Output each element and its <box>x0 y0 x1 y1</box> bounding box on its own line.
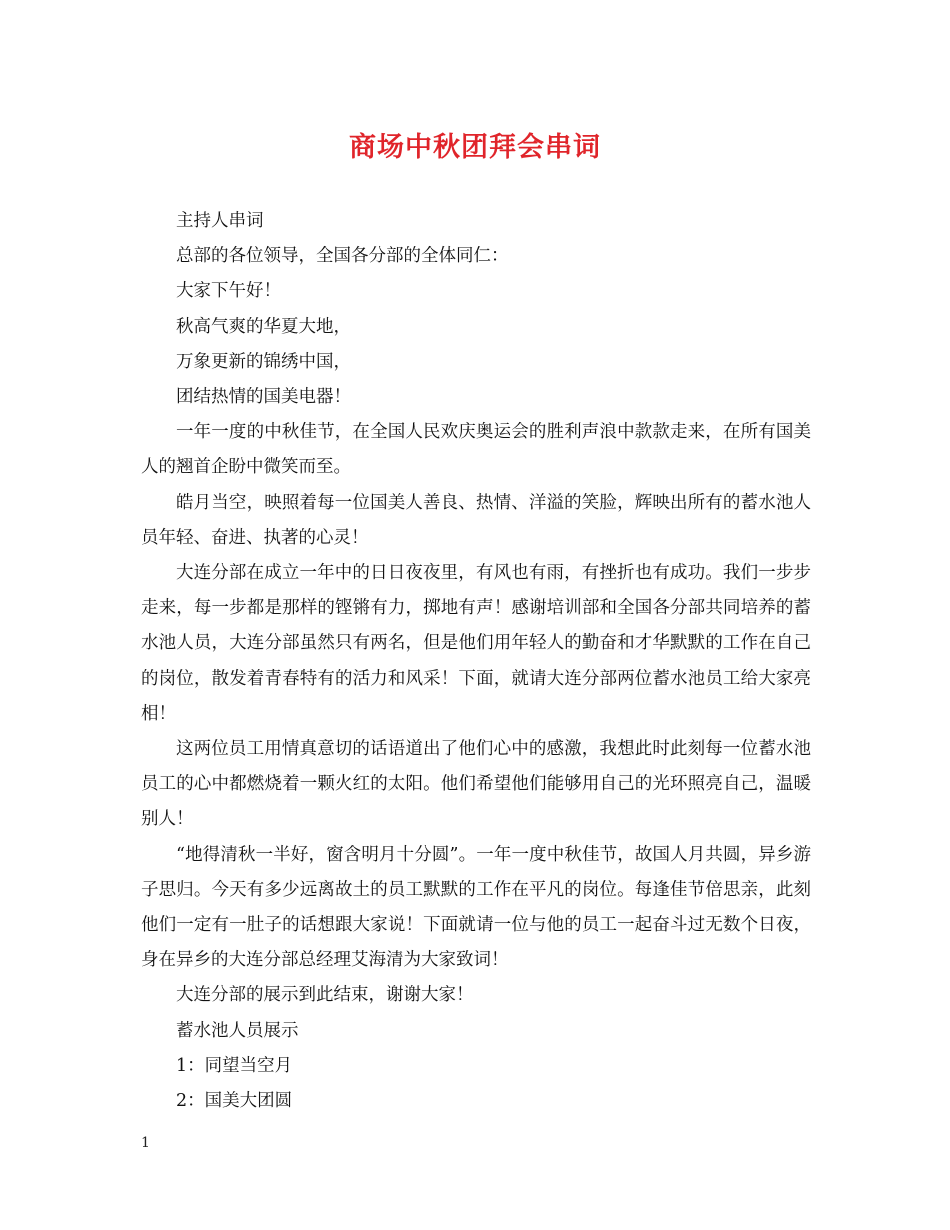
paragraph-item-2: 2：国美大团圆 <box>176 1091 293 1112</box>
paragraph-poem-line-1: 秋高气爽的华夏大地， <box>176 316 351 337</box>
page-number: 1 <box>141 1135 150 1151</box>
paragraph-greeting-leaders: 总部的各位领导，全国各分部的全体同仁： <box>176 246 509 267</box>
document-title: 商场中秋团拜会串词 <box>349 132 601 163</box>
paragraph-host-script: 主持人串词 <box>176 211 264 231</box>
paragraph-staff-show: 蓄水池人员展示 <box>176 1020 299 1041</box>
paragraph-poem-line-2: 万象更新的锦绣中国， <box>176 351 351 372</box>
document-body <box>141 204 811 1119</box>
paragraph-dalian-branch: 大连分部在成立一年中的日日夜夜里，有风也有雨，有挫折也有成功。我们一步步走来，每一步都是那样的铿锵有力，掷地有声！感谢培训部和全国各分部共同培养的蓄水池人员，大连分部虽然只有两名，但是他们用年轻人的勤奋和才华默默的工作在自己的岗位，散发着青春特有的活力和风采！下面，就请大连分部两位蓄水池员工给大家亮相！ <box>141 563 811 724</box>
paragraph-show-end: 大连分部的展示到此结束，谢谢大家！ <box>176 985 474 1006</box>
paragraph-autumn-quote: “地得清秋一半好，窗含明月十分圆”。一年一度中秋佳节，故国人月共圆，异乡游子思归。今天有多少远离故土的员工默默的工作在平凡的岗位。每逢佳节倍思亲，此刻他们一定有一肚子的话想跟大家说！下面就请一位与他的员工一起奋斗过无数个日夜，身在异乡的大连分部总经理艾海清为大家致词！ <box>141 844 811 971</box>
paragraph-two-employees: 这两位员工用情真意切的话语道出了他们心中的感激，我想此时此刻每一位蓄水池员工的心中都燃烧着一颗火红的太阳。他们希望他们能够用自己的光环照亮自己，温暖别人！ <box>141 739 811 830</box>
paragraph-mid-autumn-intro: 一年一度的中秋佳节，在全国人民欢庆奥运会的胜利声浪中款款走来，在所有国美人的翘首企盼中微笑而至。 <box>141 422 811 478</box>
paragraph-good-afternoon: 大家下午好！ <box>176 281 281 302</box>
paragraph-item-1: 1：同望当空月 <box>176 1055 293 1076</box>
paragraph-poem-line-3: 团结热情的国美电器！ <box>176 387 351 408</box>
paragraph-bright-moon: 皓月当空，映照着每一位国美人善良、热情、洋溢的笑脸，辉映出所有的蓄水池人员年轻、奋进、执著的心灵！ <box>141 492 811 548</box>
